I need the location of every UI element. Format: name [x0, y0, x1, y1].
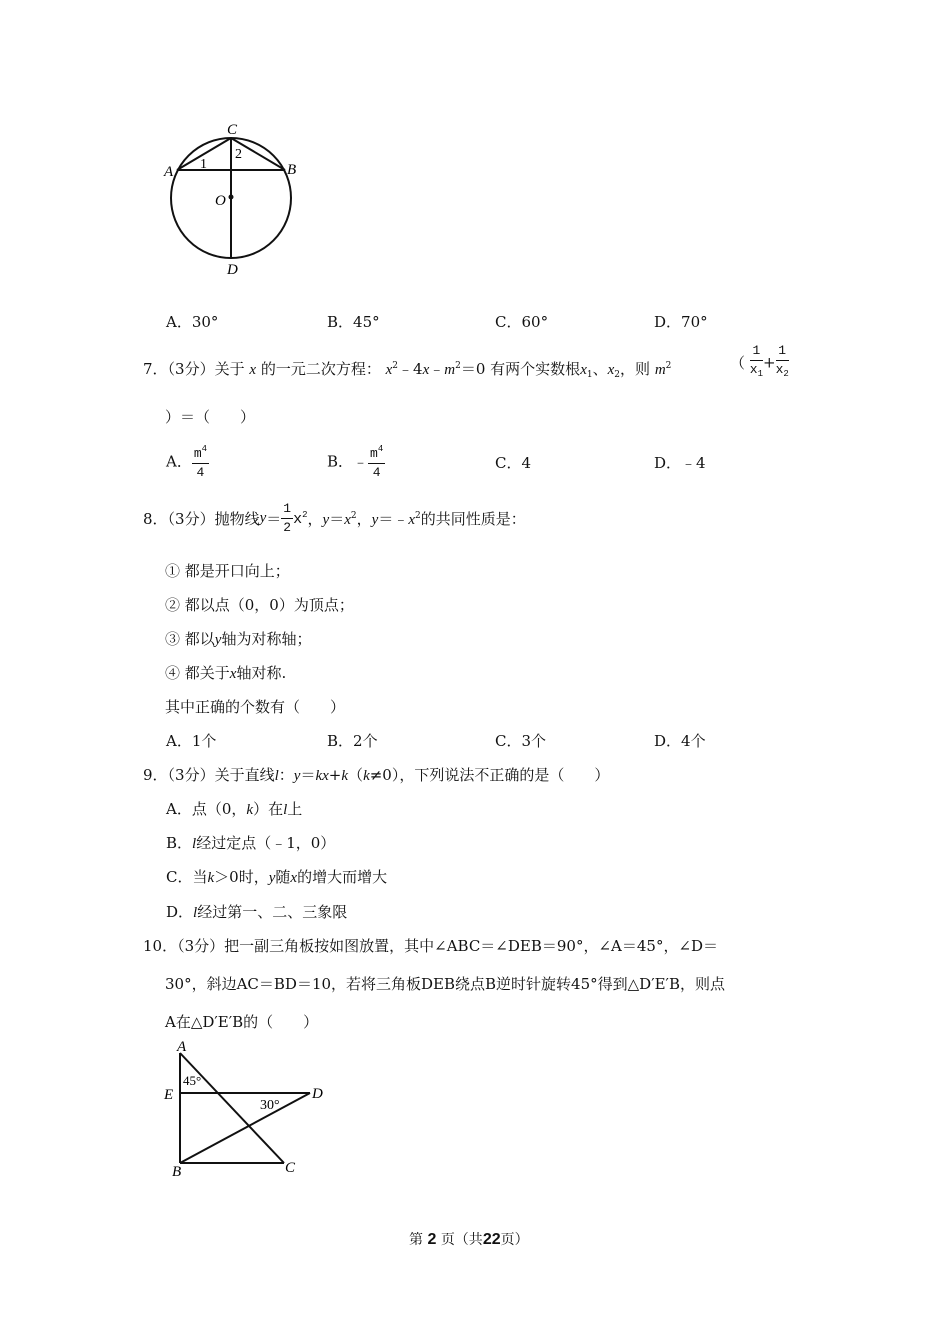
q8-item-1: ① 都是开口向上；: [165, 562, 290, 580]
page-number: 2: [427, 1231, 437, 1248]
q10-line-2: 30°，斜边AC＝BD＝10，若将三角板DEB绕点B逆时针旋转45°得到△D′E′B，则点: [165, 975, 725, 993]
q7-text-2: 有两个实数根: [490, 360, 581, 378]
q9-option-b[interactable]: B．l经过定点（﹣1，0）: [166, 834, 336, 852]
q6-option-b[interactable]: B．45°: [327, 313, 380, 331]
q8-frac-half: $\frac{1}{2}$: [283, 501, 292, 535]
q8-item-3: ③ 都以y轴为对称轴；: [165, 630, 312, 648]
hypotenuse-bd: [180, 1093, 310, 1163]
q9-option-c[interactable]: C．当k＞0时，y随x的增大而增大: [166, 868, 388, 886]
label-b: B: [172, 1164, 182, 1180]
q7-option-b[interactable]: B．﹣ $\frac{m^4}{4}$: [327, 440, 385, 482]
label-angle-45: 45°: [183, 1073, 202, 1088]
q6-option-d[interactable]: D．70°: [654, 313, 708, 331]
label-angle-1: 1: [200, 157, 207, 172]
q7-equation: $x^2﹣4x﹣m^2=0$: [385, 360, 486, 378]
label-a: A: [177, 1039, 187, 1055]
q7-stem: 7．（3分）关于 x 的一元二次方程： $x^2﹣4x﹣m^2=0$ 有两个实数根$x_1$、$x_2$，则 $m^2$: [143, 360, 672, 380]
q7-root-2: x: [607, 362, 615, 378]
center-point: [229, 195, 234, 200]
q7-option-d[interactable]: D．﹣4: [654, 454, 706, 472]
q8-item-2: ② 都以点（0，0）为顶点；: [165, 596, 354, 614]
label-b: B: [287, 162, 297, 178]
q7-text-3: ，则: [620, 360, 651, 378]
q8-option-b[interactable]: B．2个: [327, 732, 378, 750]
circle-figure: [160, 118, 310, 283]
q7-var-m: m: [654, 362, 666, 378]
q7-frac-2: $\frac{1}{x_2}$: [775, 343, 789, 379]
q9-option-a[interactable]: A．点（0，k）在l上: [166, 800, 303, 818]
footer-prefix: 第: [409, 1232, 423, 1248]
label-a: A: [164, 164, 174, 180]
q8-option-d[interactable]: D．4个: [654, 732, 706, 750]
q10-line-3: A在△D′E′B的（ ）: [165, 1013, 319, 1031]
q6-option-c[interactable]: C．60°: [495, 313, 549, 331]
q8-number: 8．（3分）抛物线: [143, 510, 260, 528]
q9-option-d[interactable]: D．l经过第一、二、三象限: [166, 903, 348, 921]
q6-option-a[interactable]: A．30°: [166, 313, 219, 331]
q8-tail: 的共同性质是：: [420, 510, 526, 528]
label-e: E: [164, 1087, 174, 1103]
q7-option-a[interactable]: A． $\frac{m^4}{4}$: [166, 440, 209, 482]
label-o: O: [215, 193, 226, 209]
q7-text-1: 的一元二次方程：: [260, 360, 381, 378]
q7-root-1: x: [580, 362, 587, 378]
label-c: C: [285, 1160, 296, 1176]
q7-option-c[interactable]: C．4: [495, 454, 532, 472]
q7-continuation: ）＝（ ）: [165, 408, 256, 426]
q8-option-a[interactable]: A．1个: [166, 732, 217, 750]
footer-suffix: 页）: [500, 1232, 529, 1248]
q9-stem: 9．（3分）关于直线l：y＝kx+k（k≠0），下列说法不正确的是（ ）: [143, 766, 610, 784]
label-angle-30: 30°: [260, 1098, 280, 1113]
page-total: 22: [482, 1231, 501, 1248]
q7-frac-1: $\frac{1}{x_1}$: [749, 343, 764, 379]
label-d: D: [312, 1086, 323, 1102]
q7-number: 7．（3分）关于: [143, 360, 245, 378]
triangle-figure: [160, 1038, 335, 1180]
label-d: D: [227, 262, 238, 278]
label-c: C: [227, 122, 238, 138]
q7-fraction-expr: （ $\frac{1}{x_1}$ + $\frac{1}{x_2}$: [730, 342, 789, 383]
q7-var-x: x: [249, 362, 257, 378]
q8-item-4: ④ 都关于x轴对称.: [165, 664, 287, 682]
q8-option-c[interactable]: C．3个: [495, 732, 547, 750]
footer-middle: 页（共: [440, 1232, 483, 1248]
label-angle-2: 2: [235, 147, 242, 162]
page-footer: [409, 1229, 529, 1249]
q8-stem: 8．（3分）抛物线y＝ $\frac{1}{2}$ $x^2$，$y=x^2$，$y=﹣x^2$的共同性质是：: [143, 501, 526, 535]
q8-ask: 其中正确的个数有（ ）: [165, 698, 346, 716]
q10-line-1: 10．（3分）把一副三角板按如图放置，其中∠ABC＝∠DEB＝90°，∠A＝45°，∠D＝: [143, 937, 719, 955]
